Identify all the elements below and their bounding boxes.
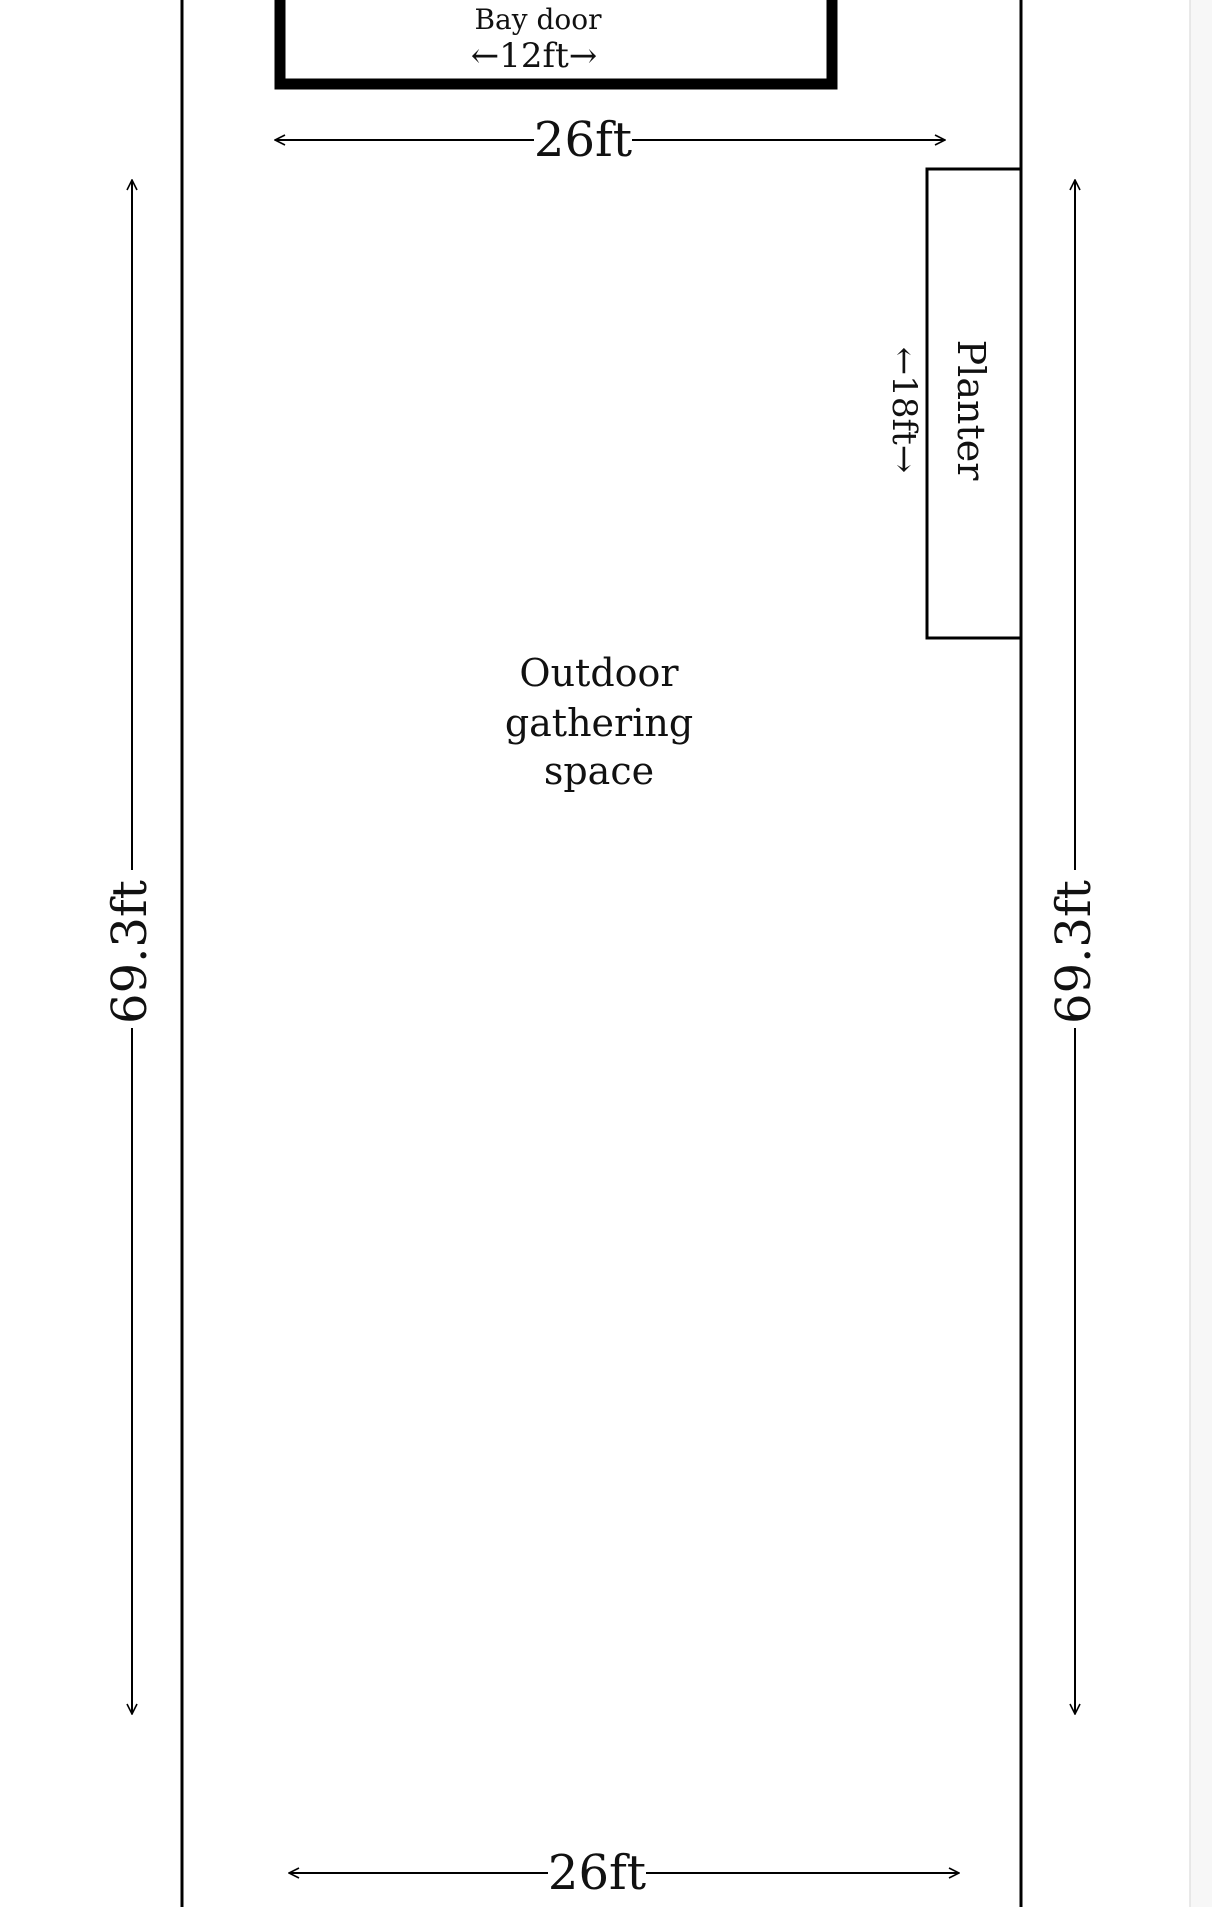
- top-width-label: 26ft: [533, 112, 633, 168]
- page-margin-right: [1190, 0, 1212, 1907]
- bottom-width-label: 26ft: [547, 1845, 647, 1901]
- planter-length-label: ←18ft→: [884, 346, 924, 474]
- left-length-label: 69.3ft: [102, 880, 158, 1024]
- space-label-line2: gathering: [504, 701, 694, 745]
- right-length-label: 69.3ft: [1046, 880, 1102, 1024]
- bay-door-label: Bay door: [474, 3, 602, 36]
- space-label-line1: Outdoor: [519, 651, 679, 695]
- bay-door-width-label: ←12ft→: [470, 36, 598, 76]
- planter-label: Planter: [949, 339, 993, 481]
- space-label-line3: space: [543, 749, 655, 793]
